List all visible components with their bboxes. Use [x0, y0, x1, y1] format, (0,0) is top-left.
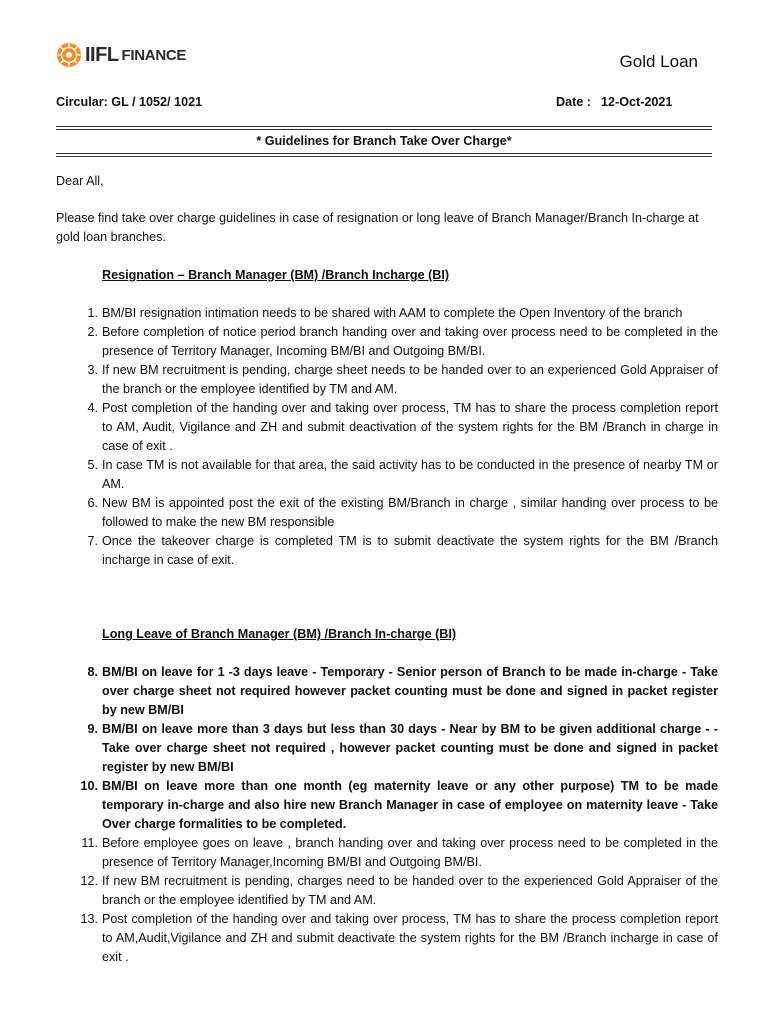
- circular-date: [556, 93, 672, 112]
- list-item: [56, 872, 718, 910]
- list-item: [56, 777, 718, 834]
- logo-brand-text: IIFL: [85, 43, 119, 66]
- intro-paragraph: Please find take over charge guidelines in case of resignation or long leave of Branch Manager/Branch In-charge at gold loan branches.: [56, 211, 699, 244]
- resignation-guidelines: [56, 304, 718, 570]
- list-item: [56, 323, 718, 361]
- list-item: [56, 361, 718, 399]
- item-text: In case TM is not available for that area, the said activity has to be conducted in the presence of nearby TM or AM.: [102, 458, 718, 491]
- circular-number: Circular: GL / 1052/ 1021: [56, 95, 203, 109]
- top-divider: [56, 126, 712, 130]
- item-text: If new BM recruitment is pending, charges need to be handed over to the experienced Gold Appraiser of the branch or the employee identified by TM and AM.: [102, 874, 718, 907]
- item-number: 1.: [87, 306, 98, 320]
- list-item: [56, 532, 718, 570]
- item-number: 3.: [87, 363, 98, 377]
- list-item: [56, 834, 718, 872]
- section-heading-long-leave: Long Leave of Branch Manager (BM) /Branch In-charge (BI): [102, 627, 457, 641]
- list-item: [56, 494, 718, 532]
- item-text: Post completion of the handing over and taking over process, TM has to share the process completion report to AM, Audit, Vigilance and ZH and submit deactivation of the system rights for the BM /Branch in charge in case of exit .: [102, 401, 718, 453]
- item-number: 13.: [80, 912, 98, 926]
- item-text: If new BM recruitment is pending, charge sheet needs to be handed over to an experienced Gold Appraiser of the branch or the employee identified by TM and AM.: [102, 363, 718, 396]
- item-text: Before completion of notice period branch handing over and taking over process need to be completed in the presence of Territory Manager, Incoming BM/BI and Outgoing BM/BI.: [102, 325, 718, 358]
- long-leave-guidelines: [56, 663, 718, 967]
- item-text: Before employee goes on leave , branch handing over and taking over process need to be completed in the presence of Territory Manager,Incoming BM/BI and Outgoing BM/BI.: [102, 836, 718, 869]
- item-text: New BM is appointed post the exit of the existing BM/Branch in charge , similar handing over process to be followed to make the new BM responsible: [102, 496, 718, 529]
- logo-emblem-icon: [56, 42, 82, 68]
- section-heading-resignation: Resignation – Branch Manager (BM) /Branch Incharge (BI): [102, 268, 450, 282]
- item-number: 6.: [87, 496, 98, 510]
- product-name: Gold Loan: [619, 52, 698, 71]
- list-item: [56, 720, 718, 777]
- company-logo: [56, 42, 186, 68]
- item-number: 4.: [87, 401, 98, 415]
- item-text: BM/BI on leave for 1 -3 days leave - Temporary - Senior person of Branch to be made in-charge - Take over charge sheet not required however packet counting must be done and signed in packet register by new BM/BI: [102, 665, 718, 717]
- greeting: Dear All,: [56, 174, 104, 188]
- item-number: 12.: [80, 874, 98, 888]
- list-item: [56, 304, 718, 323]
- list-item: [56, 456, 718, 494]
- date-label: Date :: [556, 95, 591, 109]
- document-title: * Guidelines for Branch Take Over Charge*: [256, 134, 512, 148]
- item-number: 2.: [87, 325, 98, 339]
- circular-meta: [56, 93, 712, 113]
- list-item: [56, 663, 718, 720]
- item-number: 11.: [81, 836, 98, 850]
- item-text: BM/BI resignation intimation needs to be shared with AAM to complete the Open Inventory of the branch: [102, 306, 683, 320]
- item-text: BM/BI on leave more than 3 days but less than 30 days - Near by BM to be given additional charge - - Take over charge sheet not required , however packet counting must be done and signed in packet register by new BM/BI: [102, 722, 718, 774]
- item-number: 9.: [87, 722, 98, 736]
- item-text: Once the takeover charge is completed TM is to submit deactivate the system rights for the BM /Branch incharge in case of exit.: [102, 534, 718, 567]
- list-item: [56, 399, 718, 456]
- logo-sub-text: FINANCE: [121, 46, 187, 64]
- date-value: 12-Oct-2021: [601, 95, 673, 109]
- item-text: BM/BI on leave more than one month (eg maternity leave or any other purpose) TM to be made temporary in-charge and also hire new Branch Manager in case of employee on maternity leave - Take Over charge formalities to be completed.: [102, 779, 718, 831]
- item-number: 7.: [87, 534, 98, 548]
- bottom-divider: [56, 153, 712, 157]
- letterhead: [56, 40, 712, 80]
- item-number: 10.: [80, 779, 98, 793]
- item-number: 8.: [87, 665, 98, 679]
- list-item: [56, 910, 718, 967]
- item-number: 5.: [87, 458, 98, 472]
- item-text: Post completion of the handing over and taking over process, TM has to share the process completion report to AM,Audit,Vigilance and ZH and submit deactivate the system rights for the BM /Branch incharge in case of exit .: [102, 912, 718, 964]
